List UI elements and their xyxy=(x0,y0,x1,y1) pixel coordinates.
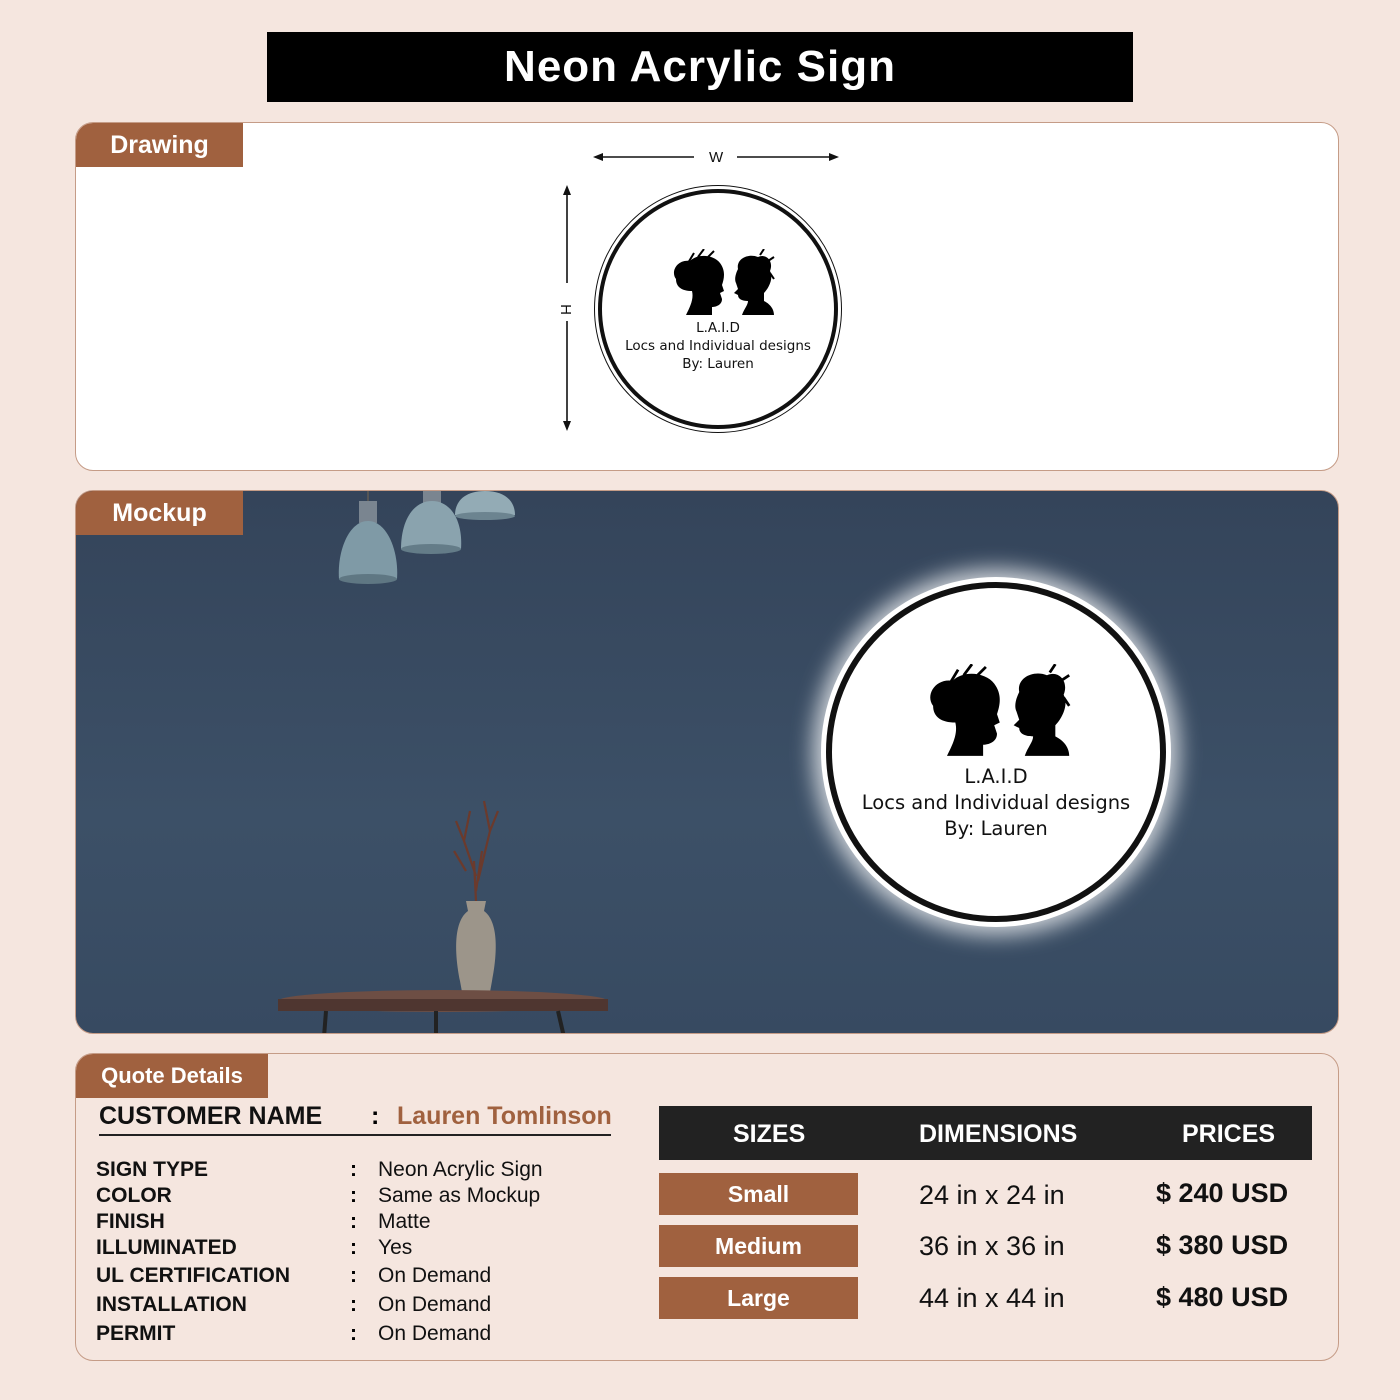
title-bar xyxy=(267,32,1133,102)
colon: : xyxy=(371,1102,380,1130)
spec-key: COLOR xyxy=(96,1184,172,1207)
dimensions-medium: 36 in x 36 in xyxy=(919,1231,1065,1261)
price-small: $ 240 USD xyxy=(1156,1178,1289,1208)
spec-value: On Demand xyxy=(378,1293,492,1316)
spec-key: ILLUMINATED xyxy=(96,1236,237,1259)
width-label: W xyxy=(709,149,724,166)
colon: : xyxy=(350,1293,357,1316)
vase-icon xyxy=(436,781,516,1006)
colon: : xyxy=(350,1158,357,1181)
spec-key: INSTALLATION xyxy=(96,1293,247,1316)
silhouette-icon xyxy=(922,664,1072,756)
customer-row xyxy=(99,1102,611,1136)
sign-line-1: L.A.I.D xyxy=(696,320,740,336)
header-prices: PRICES xyxy=(1182,1120,1276,1148)
spec-row xyxy=(96,1184,616,1210)
spec-value: Same as Mockup xyxy=(378,1184,541,1207)
pricing-table-header xyxy=(659,1106,1312,1160)
colon: : xyxy=(350,1184,357,1207)
drawing-tab: Drawing xyxy=(76,123,243,167)
size-medium: Medium xyxy=(659,1225,858,1267)
table-icon xyxy=(276,989,611,1034)
price-large: $ 480 USD xyxy=(1156,1282,1289,1312)
spec-row xyxy=(96,1158,616,1184)
spec-value: Yes xyxy=(378,1236,413,1259)
spec-key: PERMIT xyxy=(96,1322,176,1345)
sign-line-3: By: Lauren xyxy=(682,356,754,372)
spec-row xyxy=(96,1293,616,1319)
size-large: Large xyxy=(659,1277,858,1319)
dimensions-small: 24 in x 24 in xyxy=(919,1180,1065,1210)
mockup-tab: Mockup xyxy=(76,491,243,535)
dimensions-large: 44 in x 44 in xyxy=(919,1283,1065,1313)
quote-tab: Quote Details xyxy=(76,1054,268,1098)
mockup-sign-text xyxy=(832,764,1160,842)
spec-row xyxy=(96,1210,616,1236)
header-dimensions: DIMENSIONS xyxy=(919,1120,1078,1148)
spec-value: On Demand xyxy=(378,1322,492,1345)
spec-row xyxy=(96,1264,616,1290)
colon: : xyxy=(350,1210,357,1233)
customer-label: CUSTOMER NAME xyxy=(99,1102,323,1130)
sign-line-3: By: Lauren xyxy=(944,817,1048,840)
colon: : xyxy=(350,1236,357,1259)
customer-name: Lauren Tomlinson xyxy=(397,1102,612,1130)
spec-value: On Demand xyxy=(378,1264,492,1287)
size-small: Small xyxy=(659,1173,858,1215)
spec-key: SIGN TYPE xyxy=(96,1158,209,1181)
colon: : xyxy=(350,1264,357,1287)
colon: : xyxy=(350,1322,357,1345)
drawing-panel xyxy=(75,122,1339,471)
spec-value: Matte xyxy=(378,1210,431,1233)
spec-value: Neon Acrylic Sign xyxy=(378,1158,543,1181)
mockup-panel xyxy=(75,490,1339,1034)
quote-panel xyxy=(75,1053,1339,1361)
page-title: Neon Acrylic Sign xyxy=(504,42,896,91)
height-label: H xyxy=(556,304,574,315)
sign-line-1: L.A.I.D xyxy=(964,765,1028,788)
sign-line-2: Locs and Individual designs xyxy=(625,338,811,354)
drawing-sign-text xyxy=(602,319,834,373)
spec-row xyxy=(96,1322,616,1348)
spec-key: UL CERTIFICATION xyxy=(96,1264,291,1287)
mockup-sign xyxy=(826,582,1166,922)
header-sizes: SIZES xyxy=(733,1120,806,1148)
pendant-lamps-icon xyxy=(331,491,521,586)
spec-row xyxy=(96,1236,616,1262)
price-medium: $ 380 USD xyxy=(1156,1230,1289,1260)
spec-key: FINISH xyxy=(96,1210,165,1233)
drawing-sign xyxy=(598,189,838,429)
sign-line-2: Locs and Individual designs xyxy=(861,791,1131,814)
silhouette-icon xyxy=(668,249,776,315)
